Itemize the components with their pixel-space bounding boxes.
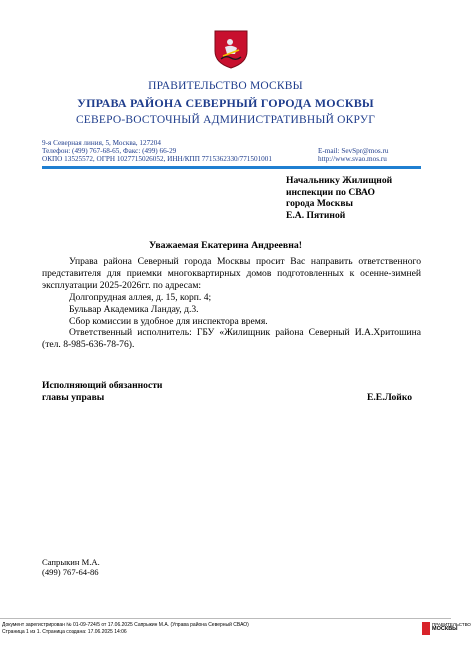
contacts-right (318, 147, 389, 163)
address-line: Долгопрудная аллея, д. 15, корп. 4; (69, 291, 212, 303)
header-okrug: СЕВЕРО-ВОСТОЧНЫЙ АДМИНИСТРАТИВНЫЙ ОКРУГ (75, 114, 376, 126)
addressee-line: Е.А. Пятиной (286, 209, 346, 221)
addressee-line: инспекции по СВАО (286, 186, 375, 198)
signatory-title-line: главы управы (42, 391, 105, 403)
signatory-title (42, 380, 162, 403)
moscow-coat-of-arms-icon (213, 29, 249, 69)
footer-divider (0, 618, 451, 619)
registration-stamp (2, 622, 422, 636)
executor-phone: (499) 767-64-86 (42, 567, 99, 577)
contact-phone: Телефон: (499) 767-68-65, Факс: (499) 66-29 (42, 147, 177, 155)
addressee-line: Начальнику Жилищной (286, 175, 393, 186)
header-government: ПРАВИТЕЛЬСТВО МОСКВЫ (148, 80, 303, 92)
logo-line: ПРАВИТЕЛЬСТВО (432, 622, 471, 627)
executor-block (42, 557, 100, 577)
contact-email: E-mail: SevSpr@mos.ru (318, 147, 389, 155)
addressee-line: города Москвы (286, 198, 354, 209)
contact-codes: ОКПО 13525572, ОГРН 1027715026052, ИНН/КПП 7715362330/771501001 (42, 155, 272, 163)
body-note: Сбор комиссии в удобное для инспектора время. (69, 315, 268, 327)
responsible-person: Ответственный исполнитель: ГБУ «Жилищник района Северный И.А.Хритошина (тел. 8-985-636-78-76). (42, 327, 421, 351)
logo-line: МОСКВЫ (432, 626, 458, 632)
signatory-name: Е.Е.Лойко (367, 392, 413, 403)
signatory-title-line: Исполняющий обязанности (42, 380, 163, 391)
letter-body (42, 256, 421, 351)
addressee-block (286, 175, 436, 221)
header-district-council: УПРАВА РАЙОНА СЕВЕРНЫЙ ГОРОДА МОСКВЫ (77, 96, 374, 110)
contact-address: 9-я Северная линия, 5, Москва, 127204 (42, 139, 161, 147)
greeting: Уважаемая Екатерина Андреевна! (148, 240, 303, 251)
executor-name: Сапрыкин М.А. (42, 557, 100, 567)
registration-line: Документ зарегистрирован № 01-09-724/5 от 17.06.2025 Сапрыкин М.А. (Управа района Северный СВАО) (2, 622, 249, 628)
moscow-logo-text (432, 622, 471, 632)
body-paragraph: Управа района Северный города Москвы просит Вас направить ответственного представителя для приемки многоквартирных домов подготовленных к осенне-зимней эксплуатации 2025-2026гг. по адресам: (42, 256, 421, 291)
contact-website: http://www.svao.mos.ru (318, 155, 387, 163)
address-line: Бульвар Академика Ландау, д.3. (69, 303, 199, 315)
moscow-logo-icon (422, 622, 430, 635)
contacts-left (42, 139, 272, 163)
header-divider (42, 166, 421, 169)
registration-page-line: Страница 1 из 1. Страница создана: 17.06.2025 14:06 (2, 629, 127, 635)
